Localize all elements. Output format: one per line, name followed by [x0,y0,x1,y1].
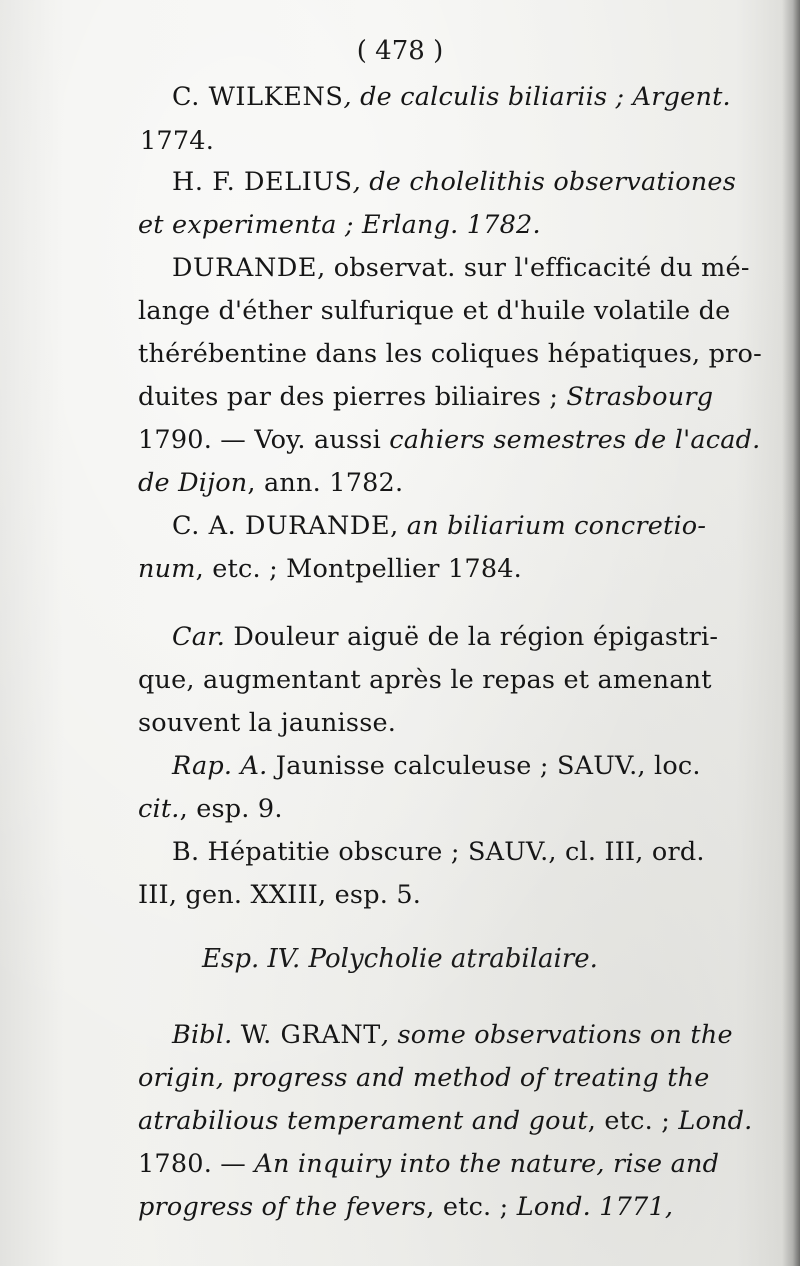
text-line-22 [138,1106,752,1136]
species-heading: Esp. IV. Polycholie atrabilaire. [202,944,598,974]
grant-title-4: An inquiry into the nature, rise and [254,1149,720,1179]
grant-etc-1: , etc. ; [587,1106,671,1136]
ca-durande-author: C. A. DURANDE [172,511,391,541]
grant-place-1: Lond. [678,1106,753,1136]
text-line-18 [172,837,705,867]
text-line-24 [138,1192,673,1222]
text-line-12 [138,554,522,584]
text-line-13 [172,622,718,652]
text-line-17 [138,794,283,824]
b-line-2: III, gen. XXIII, esp. 5. [138,880,422,910]
wilkens-year: 1774. [140,126,215,156]
durande-line-3: thérébentine dans les coliques hépatiques, pro- [138,339,762,369]
durande-place: Strasbourg [566,382,714,412]
text-line-7 [138,339,762,369]
grant-title-5: progress of the fevers [138,1192,427,1222]
page-gutter-shadow [782,0,800,1266]
text-line-14 [138,665,712,695]
durande-journal-place: de Dijon [138,468,248,498]
grant-title-3: atrabilious temperament and gout [138,1106,588,1136]
delius-author: H. F. DELIUS [172,167,353,197]
durande-line-2: lange d'éther sulfurique et d'huile volatile de [138,296,731,326]
car-line-3: souvent la jaunisse. [138,708,397,738]
text-line-4 [138,210,541,240]
text-line-21 [138,1063,710,1093]
durande-journal: cahiers semestres de l'acad. [389,425,761,455]
durande-line-5: 1790. — Voy. aussi [138,425,381,455]
text-line-10 [138,468,403,498]
text-line-23 [138,1149,719,1179]
text-line-20 [172,1020,733,1050]
rap-line-2: , esp. 9. [179,794,283,824]
text-line-19 [138,880,421,910]
ca-durande-title-end: num [138,554,196,584]
text-line-15 [138,708,396,738]
text-line-2 [140,126,214,156]
text-line-3 [172,167,762,197]
ca-durande-imprint: , etc. ; Montpellier 1784. [195,554,522,584]
car-line-1: Douleur aiguë de la région épigastri- [233,622,719,652]
page-number: ( 478 ) [356,36,444,66]
b-line-1: B. Hépatitie obscure ; SAUV., cl. III, ord. [172,837,705,867]
grant-title-1: , some observations on the [380,1020,733,1050]
text-line-8 [138,382,713,412]
durande-line-1: , observat. sur l'efficacité du mé- [317,253,750,283]
text-line-9 [138,425,760,455]
rap-line-1: Jaunisse calculeuse ; SAUV., loc. [275,751,701,781]
wilkens-title: , de calculis biliariis ; Argent. [343,82,731,112]
rap-label: Rap. A. [172,751,268,781]
car-label: Car. [172,622,226,652]
grant-title-2: origin, progress and method of treating the [138,1063,710,1093]
text-line-1 [172,82,762,112]
ca-durande-title: an biliarium concretio- [406,511,707,541]
text-line-11: C. A. DURANDE, an biliarium concretio- [172,511,707,541]
grant-place-2: Lond. 1771, [516,1192,674,1222]
durande-line-4: duites par des pierres biliaires ; [138,382,559,412]
car-line-2: que, augmentant après le repas et amenant [138,665,712,695]
grant-year-1: 1780. — [138,1149,247,1179]
grant-author: W. GRANT [240,1020,381,1050]
bibl-label: Bibl. [172,1020,233,1050]
durande-author: DURANDE [172,253,318,283]
durande-line-6: , ann. 1782. [247,468,404,498]
rap-cit: cit. [138,794,180,824]
delius-title-2: et experimenta ; Erlang. 1782. [138,210,541,240]
delius-title: , de cholelithis observationes [352,167,736,197]
text-line-5 [172,253,752,283]
wilkens-author: C. WILKENS [172,82,344,112]
text-line-6 [138,296,730,326]
text-line-16 [172,751,701,781]
grant-etc-2: , etc. ; [426,1192,509,1222]
